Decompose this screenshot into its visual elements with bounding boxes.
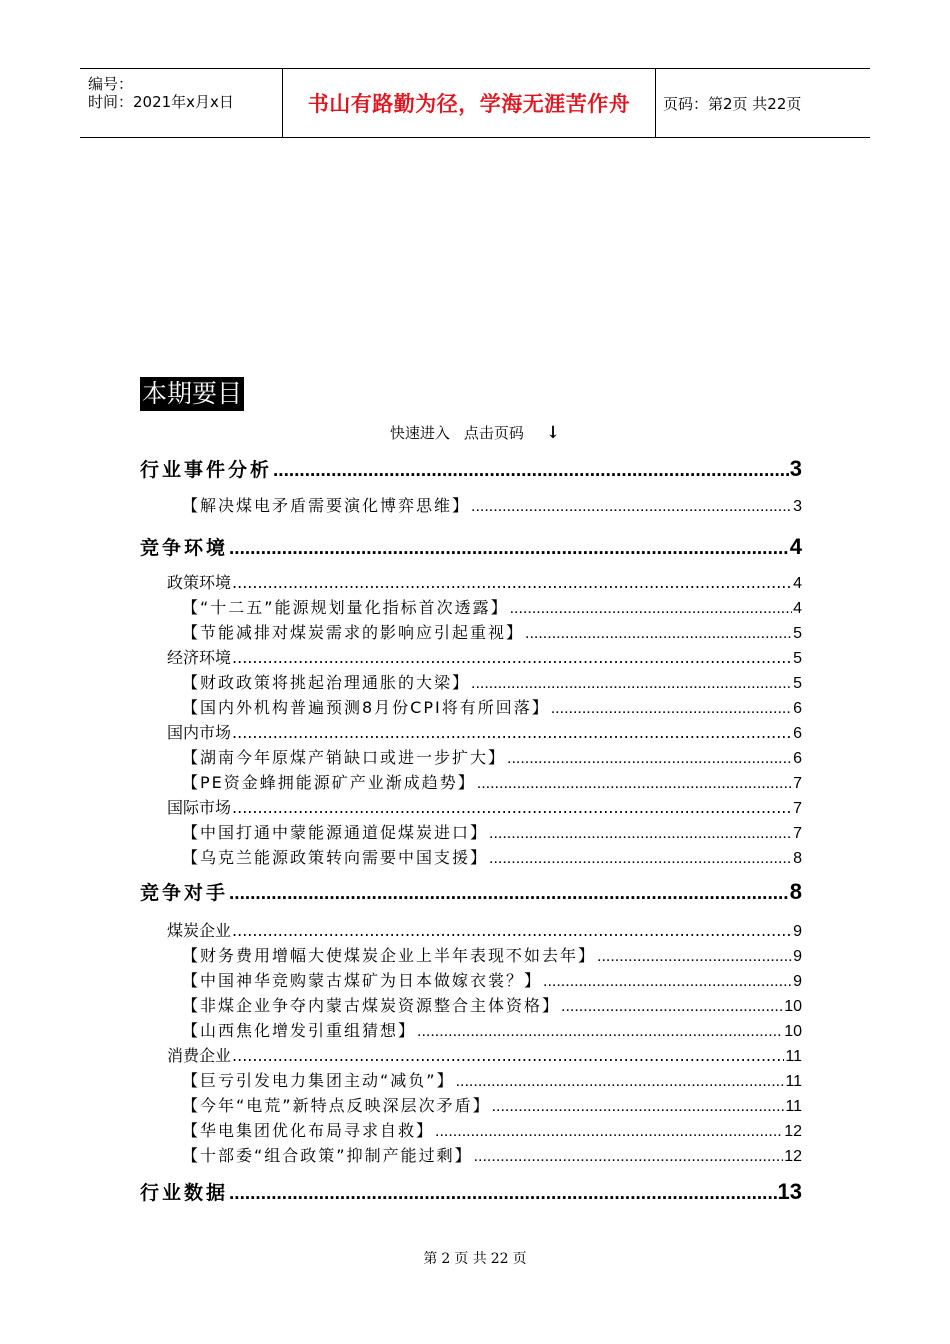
toc-entry-title: 【节能减排对煤炭需求的影响应引起重视】 xyxy=(182,623,525,642)
toc-page-number[interactable]: 12 xyxy=(784,1123,802,1140)
toc-article-entry[interactable] xyxy=(182,993,802,1016)
toc-page-number[interactable]: 7 xyxy=(793,825,802,842)
toc-page-number[interactable]: 5 xyxy=(793,625,802,642)
toc-page-number[interactable]: 9 xyxy=(793,973,802,990)
toc-article-entry[interactable] xyxy=(182,770,802,793)
toc-page-number[interactable]: 9 xyxy=(793,923,802,940)
toc-article-entry[interactable] xyxy=(182,1068,802,1091)
toc-leader-dots xyxy=(232,723,792,742)
toc-entry-title: 【巨亏引发电力集团主动“减负”】 xyxy=(182,1071,455,1090)
toc-page-number[interactable]: 8 xyxy=(793,850,802,867)
arrow-down-icon: ↓ xyxy=(545,423,561,443)
toc-page-number[interactable]: 10 xyxy=(784,1023,802,1040)
toc-leader-dots xyxy=(597,948,792,966)
toc-entry-title: 【华电集团优化布局寻求自救】 xyxy=(182,1121,435,1140)
toc-section-entry[interactable] xyxy=(167,645,802,668)
toc-leader-dots xyxy=(489,850,792,868)
toc-leader-dots xyxy=(492,1098,785,1116)
toc-entry-title: 【国内外机构普遍预测8月份CPI将有所回落】 xyxy=(182,698,550,717)
toc-leader-dots xyxy=(232,798,792,817)
toc-section-entry[interactable] xyxy=(167,570,802,593)
header-motto: 书山有路勤为径，学海无涯苦作舟 xyxy=(307,92,631,116)
toc-page-number[interactable]: 9 xyxy=(793,948,802,965)
header-motto-cell xyxy=(282,69,656,137)
toc-chapter-entry[interactable] xyxy=(140,533,802,560)
toc-article-entry[interactable] xyxy=(182,1093,802,1116)
toc-page-number[interactable]: 5 xyxy=(793,650,802,667)
document-number-label: 编号： xyxy=(88,75,134,93)
header-page-label: 页码：第2页 共22页 xyxy=(663,94,802,113)
toc-leader-dots xyxy=(232,921,792,940)
toc-leader-dots xyxy=(417,1023,783,1041)
footer-current-page: 2 xyxy=(441,1251,451,1267)
quick-nav-hint: 点击页码 xyxy=(463,424,524,442)
toc-entry-title: 【十部委“组合政策”抑制产能过剩】 xyxy=(182,1146,473,1165)
toc-leader-dots xyxy=(229,883,789,905)
toc-entry-title: 【今年“电荒”新特点反映深层次矛盾】 xyxy=(182,1096,491,1115)
toc-leader-dots xyxy=(477,775,792,793)
toc-page-number[interactable]: 4 xyxy=(793,600,802,617)
footer-mid: 页 共 xyxy=(454,1251,487,1267)
section-title: 本期要目 xyxy=(140,377,244,411)
toc-page-number[interactable]: 6 xyxy=(793,700,802,717)
toc-page-number[interactable]: 7 xyxy=(793,800,802,817)
toc-section-entry[interactable] xyxy=(167,1043,802,1066)
toc-leader-dots xyxy=(471,675,792,693)
toc-article-entry[interactable] xyxy=(182,968,802,991)
header-left-cell xyxy=(80,69,282,137)
toc-page-number[interactable]: 8 xyxy=(789,879,802,904)
toc-entry-title: 【乌克兰能源政策转向需要中国支援】 xyxy=(182,848,489,867)
toc-article-entry[interactable] xyxy=(182,620,802,643)
toc-entry-title: 国际市场 xyxy=(167,798,232,817)
quick-nav-text: 快速进入 xyxy=(389,424,450,442)
toc-article-entry[interactable] xyxy=(182,1143,802,1166)
toc-article-entry[interactable] xyxy=(182,1018,802,1041)
toc-section-entry[interactable] xyxy=(167,795,802,818)
header-page-cell xyxy=(655,69,870,137)
toc-entry-title: 【财务费用增幅大使煤炭企业上半年表现不如去年】 xyxy=(182,946,597,965)
header-table xyxy=(80,68,870,138)
toc-leader-dots xyxy=(525,625,792,643)
toc-leader-dots xyxy=(510,600,793,618)
toc-entry-title: 国内市场 xyxy=(167,723,232,742)
toc-page-number[interactable]: 7 xyxy=(793,775,802,792)
toc-article-entry[interactable] xyxy=(182,695,802,718)
document-time-label: 时间：2021年x月x日 xyxy=(88,93,234,111)
toc-entry-title: 【山西焦化增发引重组猜想】 xyxy=(182,1021,417,1040)
toc-chapter-entry[interactable] xyxy=(140,455,802,482)
footer-suffix: 页 xyxy=(512,1251,527,1267)
toc-article-entry[interactable] xyxy=(182,493,802,516)
toc-page-number[interactable]: 11 xyxy=(785,1073,802,1090)
toc-chapter-entry[interactable] xyxy=(140,1178,802,1205)
toc-page-number[interactable]: 6 xyxy=(793,750,802,767)
toc-page-number[interactable]: 6 xyxy=(793,725,802,742)
toc-page-number[interactable]: 5 xyxy=(793,675,802,692)
footer-total-pages: 22 xyxy=(490,1251,509,1267)
toc-entry-title: 经济环境 xyxy=(167,648,232,667)
toc-page-number[interactable]: 13 xyxy=(777,1179,802,1204)
toc-page-number[interactable]: 4 xyxy=(793,575,802,592)
toc-article-entry[interactable] xyxy=(182,670,802,693)
toc-entry-title: 煤炭企业 xyxy=(167,921,232,940)
toc-entry-title: 【非煤企业争夺内蒙古煤炭资源整合主体资格】 xyxy=(182,996,561,1015)
toc-entry-title: 竞争对手 xyxy=(140,882,229,904)
toc-leader-dots xyxy=(435,1123,783,1141)
toc-leader-dots xyxy=(561,998,783,1016)
toc-section-entry[interactable] xyxy=(167,720,802,743)
toc-entry-title: 消费企业 xyxy=(167,1046,232,1065)
toc-article-entry[interactable] xyxy=(182,820,802,843)
toc-leader-dots xyxy=(229,1183,777,1205)
toc-entry-title: 行业数据 xyxy=(140,1182,229,1204)
toc-article-entry[interactable] xyxy=(182,845,802,868)
toc-chapter-entry[interactable] xyxy=(140,878,802,905)
toc-leader-dots xyxy=(543,973,792,991)
toc-leader-dots xyxy=(232,648,792,667)
toc-entry-title: 竞争环境 xyxy=(140,537,229,559)
toc-page-number[interactable]: 3 xyxy=(793,498,802,515)
toc-leader-dots xyxy=(474,1148,784,1166)
toc-entry-title: 【PE资金蜂拥能源矿产业渐成趋势】 xyxy=(182,773,476,792)
toc-page-number[interactable]: 3 xyxy=(789,456,802,481)
toc-page-number[interactable]: 10 xyxy=(784,998,802,1015)
toc-leader-dots xyxy=(273,460,789,482)
toc-page-number[interactable]: 12 xyxy=(784,1148,802,1165)
toc-section-entry[interactable] xyxy=(167,918,802,941)
toc-article-entry[interactable] xyxy=(182,745,802,768)
toc-leader-dots xyxy=(489,825,792,843)
toc-entry-title: 【解决煤电矛盾需要演化博弈思维】 xyxy=(182,496,471,515)
toc-leader-dots xyxy=(507,750,792,768)
toc-leader-dots xyxy=(232,573,792,592)
toc-entry-title: 【中国神华竞购蒙古煤矿为日本做嫁衣裳？】 xyxy=(182,971,543,990)
toc-article-entry[interactable] xyxy=(182,595,802,618)
toc-leader-dots xyxy=(471,498,792,516)
quick-nav xyxy=(0,422,950,443)
footer-prefix: 第 xyxy=(423,1251,438,1267)
toc-page-number[interactable]: 11 xyxy=(785,1098,802,1115)
toc-leader-dots xyxy=(551,700,792,718)
toc-leader-dots xyxy=(232,1046,784,1065)
toc-article-entry[interactable] xyxy=(182,1118,802,1141)
toc-entry-title: 政策环境 xyxy=(167,573,232,592)
toc-entry-title: 【财政政策将挑起治理通胀的大梁】 xyxy=(182,673,471,692)
toc-leader-dots xyxy=(456,1073,785,1091)
toc-entry-title: 行业事件分析 xyxy=(140,459,273,481)
toc-leader-dots xyxy=(229,538,789,560)
toc-page-number[interactable]: 4 xyxy=(789,534,802,559)
page-footer xyxy=(0,1248,950,1268)
toc-entry-title: 【湖南今年原煤产销缺口或进一步扩大】 xyxy=(182,748,507,767)
toc-article-entry[interactable] xyxy=(182,943,802,966)
toc-entry-title: 【中国打通中蒙能源通道促煤炭进口】 xyxy=(182,823,489,842)
toc-page-number[interactable]: 11 xyxy=(785,1048,802,1065)
toc-entry-title: 【“十二五”能源规划量化指标首次透露】 xyxy=(182,598,509,617)
